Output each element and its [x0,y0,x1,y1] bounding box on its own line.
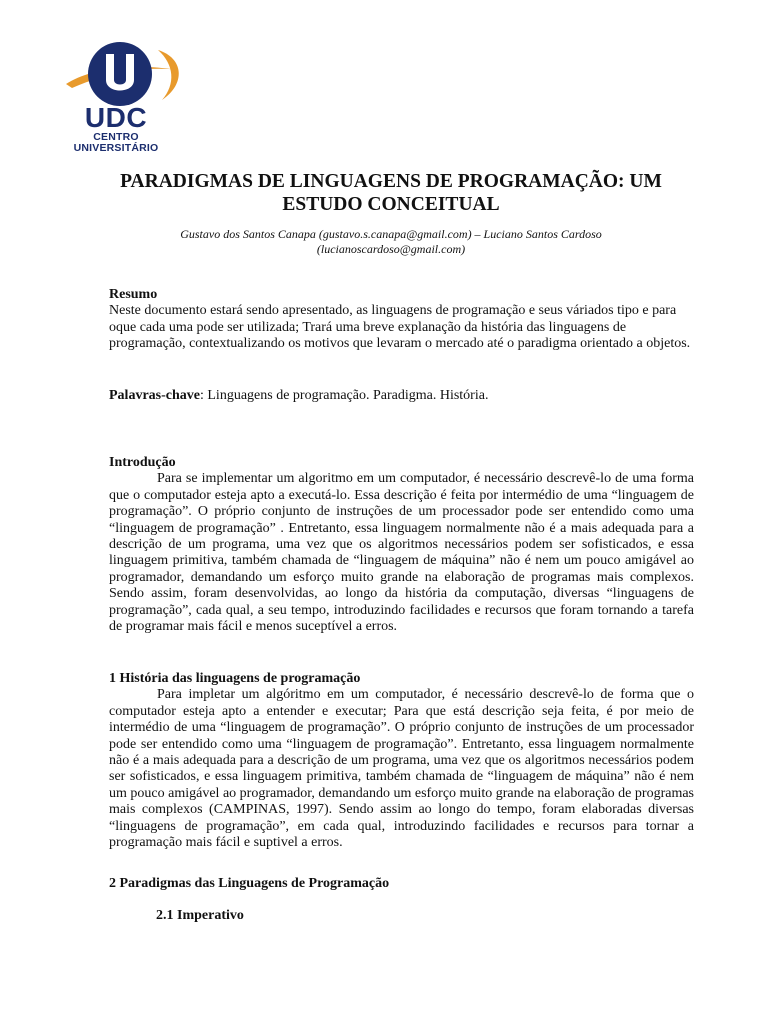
logo-wordmark [58,104,174,154]
introduction-section [109,455,694,635]
document-title: PARADIGMAS DE LINGUAGENS DE PROGRAMAÇÃO: UM ESTUDO CONCEITUAL [120,171,662,215]
paradigms-heading: 2 Paradigmas das Linguagens de Programação [109,876,390,891]
introduction-text: Para se implementar um algoritmo em um computador, é necessário descrevê-lo de uma forma que o computador esteja apto a executá-lo. Essa descrição é feita por intermédio de uma “linguagem de programação”. O próprio conjunto de instruções de um processador pode ser entendido como uma “linguagem de programação” . Entretanto, essa linguagem normalmente não é a mais adequada para a descrição de um programa, uma vez que os algoritmos necessários podem ser sofisticados, e essa linguagem primitiva, também chamada de “linguagem de máquina” não é nem um pouco amigável ao programador, demandando um esforço muito grande na elaboração de programas mais complexos. Sendo assim, foram desenvolvidas, ao longo da história da computação, diversas “linguagens de programação”, cada qual, a seu tempo, introduzindo facilidades e recursos que foram tornando a tarefa de programar mais fácil e menos suceptível a erros. [109,471,694,635]
logo-brand: UDC [84,102,148,133]
keywords [109,388,694,404]
abstract-section [109,287,694,353]
abstract-text: Neste documento estará sendo apresentado, as linguagens de programação e seus váriados tipo e para oque cada uma pode ser utilizada; Trará uma breve explanação da história das linguagens de programação, contextualizando os motivos que levaram o mercado até o paradigma orientado a objetos. [109,303,691,352]
paradigms-section [109,876,694,892]
keywords-text: : Linguagens de programação. Paradigma. História. [199,388,489,403]
logo-subtitle-2: UNIVERSITÁRIO [73,142,159,154]
history-text: Para impletar um algóritmo em um computador, é necessário descrevê-lo de forma que o computador esteja apto a entender e executar; Para que está descrição seja feita, é por meio de intermédio de uma “linguagem de programação”. O próprio conjunto de instruções de um processador pode ser entendido como uma “linguagem de programação”. Entretanto, essa linguagem normalmente não é a mais adequada para a descrição de um programa, uma vez que os algoritmos necessários podem ser sofisticados, e essa linguagem primitiva, também chamada de “linguagem de máquina” não é nem um pouco amigável ao programador, demandando um esforço muito grande na elaboração de programas mais complexos (CAMPINAS, 1997). Sendo assim ao longo do tempo, foram elaboradas diversas “linguagens de programação”, em cada qual, introduzindo facilidades e recursos para tornar a programação mais fácil e suptivel a erros. [109,687,694,851]
udc-logo [58,40,188,165]
imperative-heading: 2.1 Imperativo [156,908,244,923]
authors-line-2: (lucianoscardoso@gmail.com) [316,242,466,256]
keywords-label: Palavras-chave [109,388,200,403]
udc-emblem-icon [58,40,188,110]
abstract-heading: Resumo [109,287,158,302]
introduction-heading: Introdução [109,455,176,470]
authors-line-1: Gustavo dos Santos Canapa (gustavo.s.canapa@gmail.com) – Luciano Santos Cardoso [180,227,602,241]
history-section [109,671,694,851]
history-heading: 1 História das linguagens de programação [109,671,361,686]
authors [96,227,686,257]
logo-subtitle-1: CENTRO [93,131,139,143]
